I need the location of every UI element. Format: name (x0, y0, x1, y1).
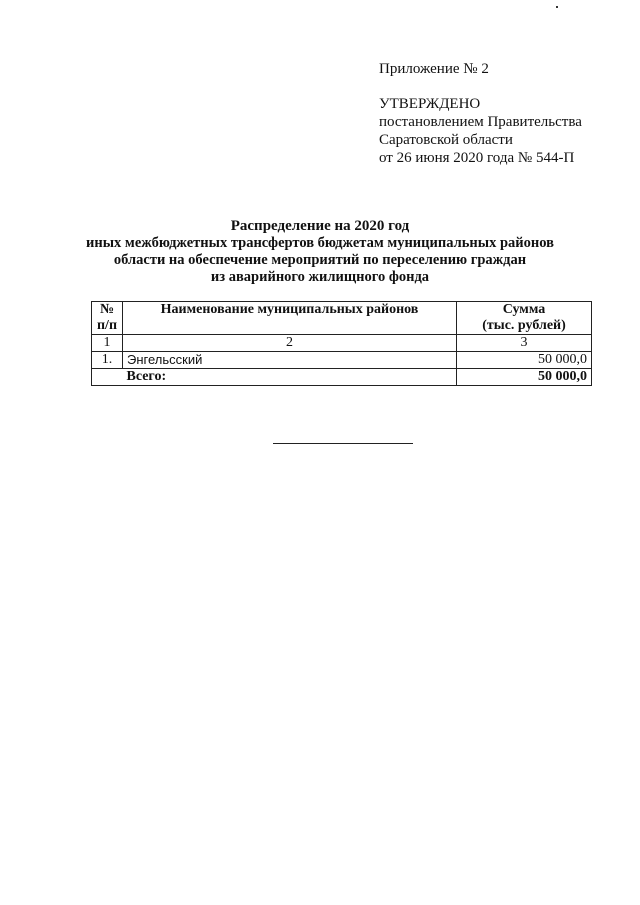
total-label: Всего: (123, 369, 457, 386)
title-line-3: области на обеспечение мероприятий по переселению граждан (113, 252, 527, 268)
title-line-4: из аварийного жилищного фонда (210, 269, 430, 285)
row-num: 1. (92, 352, 123, 369)
total-empty-cell (92, 369, 123, 386)
header-name: Наименование муниципальных районов (123, 302, 457, 335)
approved-label: УТВЕРЖДЕНО (379, 96, 481, 112)
column-number-row (92, 335, 592, 352)
column-number-1: 1 (92, 335, 123, 352)
table-row (92, 352, 592, 369)
header-num-line-1: № (99, 302, 115, 317)
row-name: Энгельсский (123, 352, 457, 369)
total-sum: 50 000,0 (457, 369, 592, 386)
table-header-row (92, 302, 592, 335)
header-num-line-2: п/п (96, 318, 118, 333)
distribution-table (91, 301, 592, 386)
approval-line-1: постановлением Правительства (379, 114, 582, 130)
row-sum: 50 000,0 (457, 352, 592, 369)
scan-artifact-dot (556, 6, 558, 8)
title-line-2: иных межбюджетных трансфертов бюджетам муниципальных районов (86, 235, 554, 251)
header-sum-line-2: (тыс. рублей) (482, 318, 566, 333)
approval-line-2: Саратовской области (379, 132, 513, 148)
approval-block (379, 60, 619, 167)
approval-line-3: от 26 июня 2020 года № 544-П (379, 150, 575, 166)
separator-line (273, 443, 413, 444)
header-num (92, 302, 123, 335)
title-line-1: Распределение на 2020 год (230, 218, 410, 234)
column-number-2: 2 (123, 335, 457, 352)
total-row (92, 369, 592, 386)
column-number-3: 3 (457, 335, 592, 352)
annex-label: Приложение № 2 (379, 61, 489, 77)
header-sum-line-1: Сумма (502, 302, 546, 317)
header-sum (457, 302, 592, 335)
document-title (60, 218, 580, 286)
